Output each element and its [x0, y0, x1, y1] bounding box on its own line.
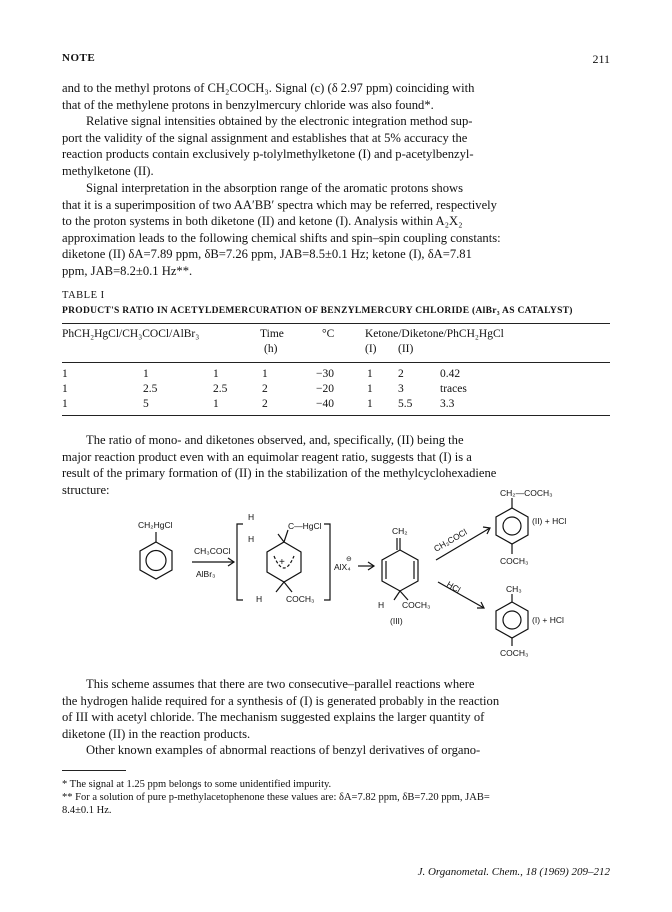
- reactant-label: CH₂HgCl: [138, 520, 173, 530]
- table-cell: −30: [316, 368, 334, 380]
- footnote-2-cont: 8.4±0.1 Hz.: [62, 805, 112, 816]
- arrow-up-reagent: CH₃COCl: [432, 526, 469, 554]
- table-cell: 1: [262, 368, 268, 380]
- positive-charge: +: [279, 557, 285, 568]
- table-cell: 1: [213, 368, 219, 380]
- text-line: diketone (II) in the reaction products.: [62, 726, 251, 741]
- text-line: major reaction product even with an equimolar reagent ratio, suggests that (I) is a: [62, 449, 472, 464]
- table-cell: 1: [367, 398, 373, 410]
- bottom-acetyl: COCH₃: [500, 648, 529, 658]
- bracket-right: [324, 524, 330, 600]
- table-cell: 5: [143, 398, 149, 410]
- paragraph-4: [62, 676, 610, 759]
- journal-citation: J. Organometal. Chem., 18 (1969) 209–212: [417, 866, 610, 878]
- table-top-rule: [62, 323, 610, 324]
- top-acetyl: COCH₃: [500, 556, 529, 566]
- reaction-scheme: [0, 490, 672, 670]
- arrow-down-reagent: HCl: [445, 579, 463, 595]
- table-cell: traces: [440, 383, 467, 395]
- table-header-time: Time: [260, 328, 284, 340]
- text-line: diketone (II) δA=7.89 ppm, δB=7.26 ppm, JAB=8.5±0.1 Hz; ketone (I), δA=7.81: [62, 247, 472, 261]
- intermediate-h: H: [248, 512, 255, 522]
- product-ring-bottom: [496, 602, 528, 638]
- table-header-products: Ketone/Diketone/PhCH₂HgCl: [365, 328, 504, 340]
- footnote-rule: [62, 770, 126, 771]
- table-header-time-unit: (h): [264, 343, 278, 355]
- intermediate-h: H: [256, 594, 263, 604]
- benzene-ring: [140, 542, 172, 579]
- top-substituent: CH₂—COCH₃: [500, 490, 553, 498]
- text-line: result of the primary formation of (II) in the stabilization of the methylcyclohexadiene: [62, 466, 497, 480]
- text-line: that of the methylene protons in benzylmercury chloride was also found*.: [62, 97, 434, 112]
- table-cell: 5.5: [398, 398, 413, 410]
- footnotes: [62, 778, 610, 817]
- intermediate-hgcl: C—HgCl: [288, 521, 322, 531]
- table-header-rule: [62, 362, 610, 363]
- text-line: approximation leads to the following chemical shifts and spin–spin coupling constants:: [62, 230, 501, 245]
- text-line: and to the methyl protons of CH₂COCH₃. Signal (c) (δ 2.97 ppm) coinciding with: [62, 81, 475, 95]
- table-header-diketone-ii: (II): [398, 343, 414, 355]
- bottom-product-label: (I) + HCl: [532, 615, 564, 625]
- table-cell: 1: [143, 368, 149, 380]
- top-product-label: (II) + HCl: [532, 516, 567, 526]
- mid-acetyl-label: COCH₃: [402, 600, 431, 610]
- text-line: The ratio of mono- and diketones observed, and, specifically, (II) being the: [86, 433, 464, 447]
- table-cell: 1: [62, 383, 68, 395]
- text-line: ppm, JAB=8.2±0.1 Hz**.: [62, 263, 193, 278]
- table-cell: 1: [62, 368, 68, 380]
- text-line: that it is a superimposition of two AA′BB′ spectra which may be referred, respectively: [62, 197, 497, 212]
- compound-iii-label: (III): [390, 616, 403, 626]
- paragraph-1: [62, 80, 610, 179]
- text-line: Signal interpretation in the absorption range of the aromatic protons shows: [86, 181, 464, 195]
- aromatic-circle: [146, 551, 166, 571]
- table-cell: 1: [62, 398, 68, 410]
- mid-h-label: H: [378, 600, 385, 610]
- table-cell: 3: [398, 383, 404, 395]
- table-cell: 1: [367, 383, 373, 395]
- text-line: Relative signal intensities obtained by the electronic integration method sup-: [86, 114, 473, 128]
- table-caption: TABLE I: [62, 290, 105, 301]
- text-line: methylketone (II).: [62, 163, 154, 178]
- table-cell: 2.5: [213, 383, 228, 395]
- table-cell: 2: [262, 398, 268, 410]
- table-cell: 1: [367, 368, 373, 380]
- text-line: port the validity of the signal assignment and establishes that at 5% accuracy the: [62, 130, 468, 145]
- text-line: reaction products contain exclusively p-tolylmethylketone (I) and p-acetylbenzyl-: [62, 147, 474, 161]
- header-section-label: NOTE: [62, 52, 96, 64]
- product-ring-top: [496, 508, 528, 544]
- reagent-label: CH₃COCl: [194, 546, 231, 556]
- table-cell: 3.3: [440, 398, 455, 410]
- methylene-label: CH₂: [392, 526, 408, 536]
- table-cell: 2.5: [143, 383, 158, 395]
- anion-label: AlX₄: [334, 562, 351, 572]
- intermediate-acetyl: COCH₃: [286, 594, 315, 604]
- table-cell: −40: [316, 398, 334, 410]
- paragraph-2: [62, 180, 610, 279]
- page-number: 211: [592, 52, 610, 66]
- running-header: [62, 52, 610, 68]
- table-cell: −20: [316, 383, 334, 395]
- text-line: of III with acetyl chloride. The mechanism suggested explains the larger quantity of: [62, 710, 485, 724]
- table-cell: 2: [398, 368, 404, 380]
- paragraph-3: [62, 432, 610, 498]
- footnote-1: * The signal at 1.25 ppm belongs to some unidentified impurity.: [62, 779, 332, 790]
- table-header-ketone-i: (I): [365, 343, 377, 355]
- table-cell: 0.42: [440, 368, 461, 380]
- cyclohexadiene-ring: [382, 550, 418, 591]
- bracket-left: [237, 524, 243, 600]
- catalyst-label: AlBr₃: [196, 569, 216, 579]
- table-header-temp: °C: [322, 328, 335, 340]
- table-bottom-rule: [62, 415, 610, 416]
- bottom-substituent: CH₃: [506, 584, 522, 594]
- text-line: This scheme assumes that there are two consecutive–parallel reactions where: [86, 677, 475, 691]
- table-cell: 2: [262, 383, 268, 395]
- intermediate-h: H: [248, 534, 255, 544]
- table-cell: 1: [213, 398, 219, 410]
- text-line: structure:: [62, 482, 110, 497]
- text-line: Other known examples of abnormal reactions of benzyl derivatives of organo-: [86, 743, 481, 757]
- negative-charge: ⊖: [346, 556, 352, 563]
- text-line: the hydrogen halide required for a synthesis of (I) is generated probably in the reaction: [62, 693, 500, 708]
- table-title: PRODUCT'S RATIO IN ACETYLDEMERCURATION OF BENZYLMERCURY CHLORIDE (AlBr₃ AS CATALYST): [62, 306, 573, 316]
- text-line: to the proton systems in both diketone (II) and ketone (I). Analysis within A₂X₂: [62, 214, 463, 228]
- footnote-2: ** For a solution of pure p-methylacetophenone these values are: δA=7.82 ppm, δB=7.20 ppm, JAB=: [62, 792, 490, 803]
- table-header-ratio: PhCH₂HgCl/CH₃COCl/AlBr₃: [62, 328, 200, 340]
